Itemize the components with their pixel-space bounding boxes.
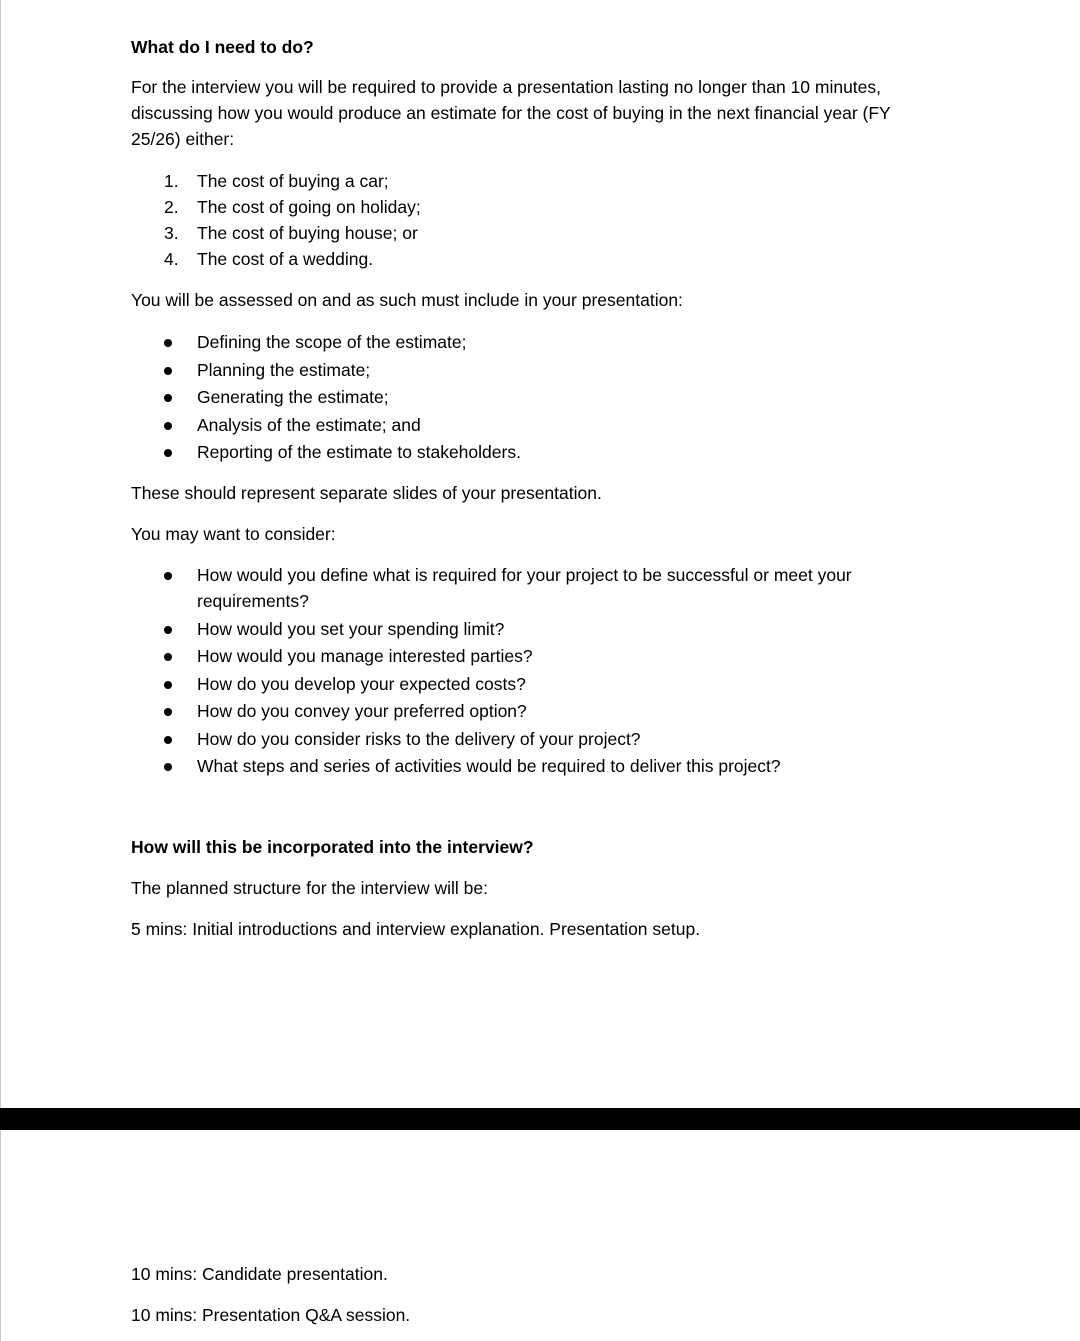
list-item-text: How would you manage interested parties? — [197, 646, 533, 666]
bullet-icon — [164, 572, 172, 580]
assessed-intro: You will be assessed on and as such must include in your presentation: — [131, 290, 683, 310]
consider-list — [131, 562, 941, 779]
bullet-icon — [164, 422, 172, 430]
list-item-text: How do you consider risks to the delivery of your project? — [197, 728, 641, 749]
list-item-text: Generating the estimate; — [197, 387, 389, 407]
list-item — [131, 753, 941, 779]
list-item — [131, 168, 941, 194]
section-heading-what-to-do: What do I need to do? — [131, 37, 314, 57]
list-item-text: Defining the scope of the estimate; — [197, 332, 467, 352]
bullet-icon — [164, 394, 172, 402]
section-heading-interview: How will this be incorporated into the interview? — [131, 837, 534, 857]
list-item — [131, 726, 941, 752]
page-break — [0, 1108, 1080, 1130]
schedule-item: 10 mins: Presentation Q&A session. — [131, 1305, 411, 1325]
schedule-item: 5 mins: Initial introductions and interview explanation. Presentation setup. — [131, 919, 701, 939]
list-item — [131, 194, 941, 220]
structure-intro: The planned structure for the interview will be: — [131, 878, 488, 898]
page-1-content — [131, 34, 941, 942]
list-item — [131, 439, 941, 465]
list-item — [131, 412, 941, 438]
list-item-text: How do you convey your preferred option? — [197, 701, 527, 721]
assessed-list — [131, 329, 941, 465]
bullet-icon — [164, 339, 172, 347]
list-item-text: How would you define what is required for your project to be successful or meet your requirements? — [197, 565, 852, 611]
options-list — [131, 168, 941, 272]
list-item — [131, 698, 941, 724]
list-item — [131, 329, 941, 355]
list-item — [131, 643, 941, 669]
list-item — [131, 246, 941, 272]
list-item-text: The cost of a wedding. — [197, 249, 374, 269]
list-number: 3. — [164, 223, 179, 243]
list-item-text: The cost of going on holiday; — [197, 197, 421, 217]
list-item — [131, 616, 941, 642]
page-2-content — [131, 1261, 941, 1328]
list-item-text: The cost of buying a car; — [197, 171, 389, 191]
bullet-icon — [164, 736, 172, 744]
bullet-icon — [164, 449, 172, 457]
list-number: 2. — [164, 197, 179, 217]
list-number: 4. — [164, 249, 179, 269]
list-item — [131, 562, 941, 614]
list-item-text: Planning the estimate; — [197, 359, 371, 380]
bullet-icon — [164, 367, 172, 375]
list-item-text: How would you set your spending limit? — [197, 618, 505, 639]
bullet-icon — [164, 626, 172, 634]
consider-intro: You may want to consider: — [131, 524, 336, 544]
schedule-item: 10 mins: Candidate presentation. — [131, 1264, 388, 1284]
list-item-text: Analysis of the estimate; and — [197, 414, 421, 435]
slides-note: These should represent separate slides of your presentation. — [131, 483, 602, 503]
intro-paragraph: For the interview you will be required to provide a presentation lasting no longer than 10 minutes, discussing how you would produce an estimate for the cost of buying in the next financial year (FY 25/26) either: — [131, 77, 891, 149]
bullet-icon — [164, 681, 172, 689]
list-item-text: The cost of buying house; or — [197, 223, 418, 243]
list-item — [131, 671, 941, 697]
list-item-text: What steps and series of activities would be required to deliver this project? — [197, 756, 781, 776]
list-item — [131, 384, 941, 410]
bullet-icon — [164, 763, 172, 771]
bullet-icon — [164, 653, 172, 661]
list-item — [131, 357, 941, 383]
list-number: 1. — [164, 171, 179, 191]
list-item — [131, 220, 941, 246]
document-page-2 — [0, 1130, 1080, 1341]
list-item-text: Reporting of the estimate to stakeholders. — [197, 442, 521, 462]
list-item-text: How do you develop your expected costs? — [197, 673, 526, 694]
bullet-icon — [164, 708, 172, 716]
